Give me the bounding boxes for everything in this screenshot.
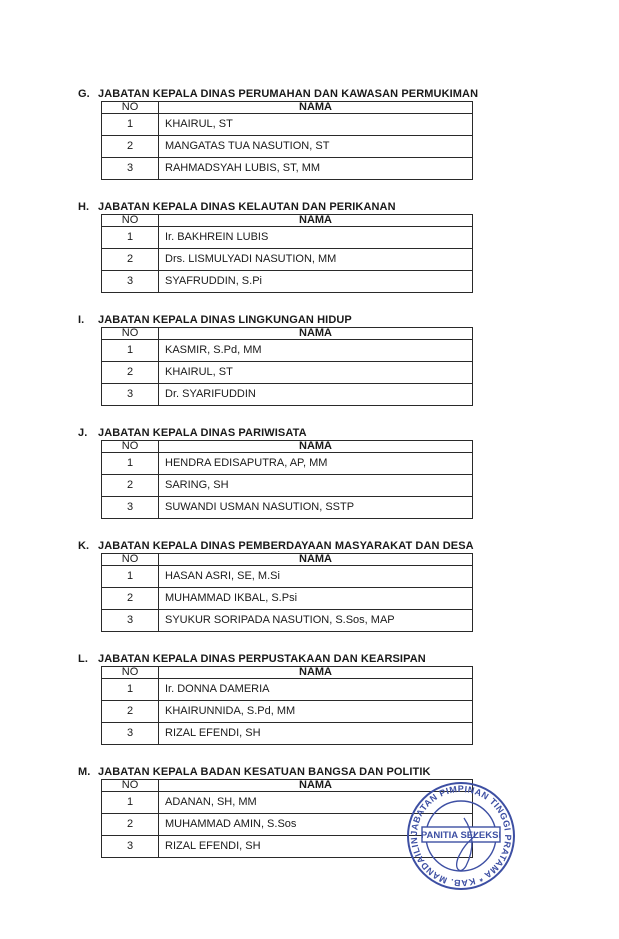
row-no: 2 [102, 136, 159, 158]
row-nama: HENDRA EDISAPUTRA, AP, MM [159, 453, 473, 475]
row-nama: KHAIRUL, ST [159, 362, 473, 384]
row-nama: KHAIRUNNIDA, S.Pd, MM [159, 701, 473, 723]
section-title-text: JABATAN KEPALA DINAS KELAUTAN DAN PERIKANAN [98, 201, 396, 213]
stamp-seal-icon [402, 780, 520, 892]
table-header-row [102, 554, 473, 566]
row-nama: SYAFRUDDIN, S.Pi [159, 271, 473, 293]
table-header-row [102, 441, 473, 453]
row-no: 2 [102, 249, 159, 271]
header-nama: NAMA [159, 102, 473, 114]
row-nama: RIZAL EFENDI, SH [159, 836, 473, 858]
row-no: 3 [102, 836, 159, 858]
section-title [78, 766, 473, 779]
row-nama: SYUKUR SORIPADA NASUTION, S.Sos, MAP [159, 610, 473, 632]
candidate-table [101, 666, 473, 745]
stamp-ring-text: JABATAN PIMPINAN TINGGI PRATAMA * KAB. MANDAILIN [408, 783, 514, 889]
header-no: NO [102, 102, 159, 114]
candidate-table [101, 101, 473, 180]
header-nama: NAMA [159, 667, 473, 679]
table-row [102, 679, 473, 701]
header-no: NO [102, 441, 159, 453]
row-nama: HASAN ASRI, SE, M.Si [159, 566, 473, 588]
candidate-table [101, 440, 473, 519]
section-letter: L. [78, 653, 88, 665]
section-letter: M. [78, 766, 91, 778]
header-no: NO [102, 328, 159, 340]
table-row [102, 158, 473, 180]
row-nama: Dr. SYARIFUDDIN [159, 384, 473, 406]
row-no: 2 [102, 588, 159, 610]
table-row [102, 566, 473, 588]
row-nama: ADANAN, SH, MM [159, 792, 473, 814]
row-nama: Ir. BAKHREIN LUBIS [159, 227, 473, 249]
row-no: 3 [102, 384, 159, 406]
table-row [102, 475, 473, 497]
row-no: 1 [102, 679, 159, 701]
header-nama: NAMA [159, 215, 473, 227]
table-row [102, 271, 473, 293]
table-row [102, 588, 473, 610]
header-nama: NAMA [159, 328, 473, 340]
row-no: 3 [102, 723, 159, 745]
row-no: 1 [102, 227, 159, 249]
official-stamp [402, 780, 520, 892]
table-row [102, 453, 473, 475]
header-no: NO [102, 554, 159, 566]
table-row [102, 114, 473, 136]
table-header-row [102, 667, 473, 679]
table-row [102, 610, 473, 632]
row-nama: RIZAL EFENDI, SH [159, 723, 473, 745]
section-title-text: JABATAN KEPALA BADAN KESATUAN BANGSA DAN POLITIK [98, 766, 431, 778]
header-no: NO [102, 215, 159, 227]
section-letter: I. [78, 314, 85, 326]
section-letter: G. [78, 88, 90, 100]
candidate-table [101, 553, 473, 632]
row-no: 3 [102, 497, 159, 519]
table-row [102, 340, 473, 362]
table-header-row [102, 328, 473, 340]
table-row [102, 227, 473, 249]
row-no: 1 [102, 114, 159, 136]
candidate-table [101, 214, 473, 293]
section-title-text: JABATAN KEPALA DINAS PERUMAHAN DAN KAWASAN PERMUKIMAN [98, 88, 479, 100]
section-l [78, 653, 473, 745]
section-h [78, 201, 473, 293]
row-nama: RAHMADSYAH LUBIS, ST, MM [159, 158, 473, 180]
table-row [102, 701, 473, 723]
section-title-text: JABATAN KEPALA DINAS PERPUSTAKAAN DAN KEARSIPAN [98, 653, 426, 665]
table-row [102, 249, 473, 271]
section-letter: H. [78, 201, 90, 213]
row-nama: KASMIR, S.Pd, MM [159, 340, 473, 362]
table-row [102, 136, 473, 158]
table-row [102, 723, 473, 745]
table-header-row [102, 215, 473, 227]
section-g [78, 88, 478, 180]
header-nama: NAMA [159, 780, 473, 792]
section-k [78, 540, 474, 632]
row-no: 2 [102, 362, 159, 384]
section-letter: J. [78, 427, 88, 439]
row-nama: MANGATAS TUA NASUTION, ST [159, 136, 473, 158]
row-nama: SARING, SH [159, 475, 473, 497]
row-nama: MUHAMMAD AMIN, S.Sos [159, 814, 473, 836]
row-no: 1 [102, 792, 159, 814]
stamp-center-text: PANITIA SELEKSI [420, 830, 502, 841]
row-no: 1 [102, 566, 159, 588]
section-title [78, 540, 474, 553]
row-no: 2 [102, 701, 159, 723]
row-nama: Drs. LISMULYADI NASUTION, MM [159, 249, 473, 271]
row-no: 3 [102, 271, 159, 293]
section-title [78, 201, 473, 214]
row-no: 3 [102, 158, 159, 180]
section-i [78, 314, 473, 406]
row-nama: SUWANDI USMAN NASUTION, SSTP [159, 497, 473, 519]
row-no: 1 [102, 340, 159, 362]
row-no: 2 [102, 475, 159, 497]
row-nama: Ir. DONNA DAMERIA [159, 679, 473, 701]
section-title-text: JABATAN KEPALA DINAS PEMBERDAYAAN MASYARAKAT DAN DESA [98, 540, 474, 552]
row-no: 1 [102, 453, 159, 475]
section-letter: K. [78, 540, 90, 552]
header-nama: NAMA [159, 554, 473, 566]
handwritten-signature [457, 818, 478, 870]
table-row [102, 384, 473, 406]
header-no: NO [102, 667, 159, 679]
table-row [102, 497, 473, 519]
row-no: 3 [102, 610, 159, 632]
section-title [78, 653, 473, 666]
row-no: 2 [102, 814, 159, 836]
section-title [78, 88, 478, 101]
row-nama: MUHAMMAD IKBAL, S.Psi [159, 588, 473, 610]
header-no: NO [102, 780, 159, 792]
row-nama: KHAIRUL, ST [159, 114, 473, 136]
table-header-row [102, 102, 473, 114]
section-title-text: JABATAN KEPALA DINAS PARIWISATA [98, 427, 307, 439]
candidate-table [101, 327, 473, 406]
section-j [78, 427, 473, 519]
header-nama: NAMA [159, 441, 473, 453]
section-title-text: JABATAN KEPALA DINAS LINGKUNGAN HIDUP [98, 314, 352, 326]
section-title [78, 314, 473, 327]
section-title [78, 427, 473, 440]
table-row [102, 362, 473, 384]
